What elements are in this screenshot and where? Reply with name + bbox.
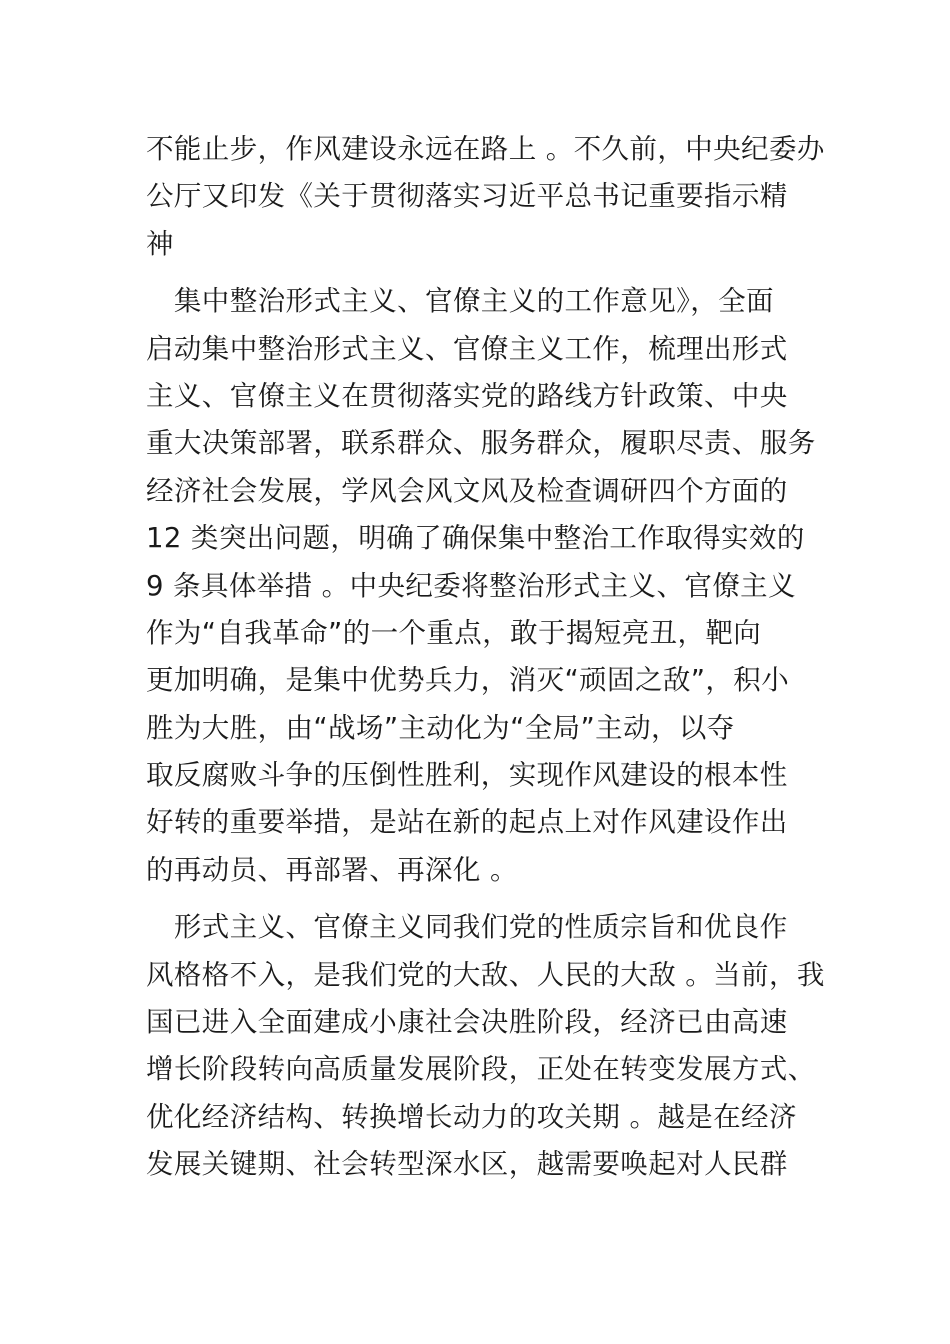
paragraph-3 xyxy=(146,904,826,1188)
text-line: 神 xyxy=(146,227,174,260)
text-line: 的再动员、再部署、再深化 。 xyxy=(146,853,518,886)
text-line: 作为“自我革命”的一个重点，敢于揭短亮丑，靶向 xyxy=(146,616,762,649)
text-line: 重大决策部署，联系群众、服务群众，履职尽责、服务 xyxy=(146,427,816,460)
text-line: 集中整治形式主义、官僚主义的工作意见》，全面 xyxy=(146,285,774,318)
text-line: 不能止步，作风建设永远在路上 。不久前，中央纪委办 xyxy=(146,133,825,165)
paragraph-1 xyxy=(146,126,826,268)
text-line: 公厅又印发《关于贯彻落实习近平总书记重要指示精 xyxy=(146,180,788,213)
text-line: 发展关键期、社会转型深水区，越需要唤起对人民群 xyxy=(146,1148,788,1181)
text-line: 胜为大胜，由“战场”主动化为“全局”主动，以夺 xyxy=(146,711,735,744)
text-line: 国已进入全面建成小康社会决胜阶段，经济已由高速 xyxy=(146,1006,788,1039)
document-body xyxy=(146,126,826,1189)
paragraph-gap xyxy=(146,268,826,278)
text-line: 主义、官僚主义在贯彻落实党的路线方针政策、中央 xyxy=(146,379,788,412)
text-line: 优化经济结构、转换增长动力的攻关期 。越是在经济 xyxy=(146,1100,797,1133)
text-line: 经济社会发展，学风会风文风及检查调研四个方面的 xyxy=(146,474,788,507)
text-line: 形式主义、官僚主义同我们党的性质宗旨和优良作 xyxy=(146,911,788,944)
paragraph-gap xyxy=(146,894,826,904)
text-line: 好转的重要举措，是站在新的起点上对作风建设作出 xyxy=(146,806,788,839)
text-line: 取反腐败斗争的压倒性胜利，实现作风建设的根本性 xyxy=(146,759,788,792)
text-line: 更加明确，是集中优势兵力，消灭“顽固之敌”，积小 xyxy=(146,664,790,697)
text-line: 风格格不入，是我们党的大敌、人民的大敌 。当前，我 xyxy=(146,958,825,991)
text-line: 增长阶段转向高质量发展阶段，正处在转变发展方式、 xyxy=(146,1053,816,1086)
text-line: 9 条具体举措 。中央纪委将整治形式主义、官僚主义 xyxy=(146,569,796,602)
text-line: 12 类突出问题，明确了确保集中整治工作取得实效的 xyxy=(146,522,805,555)
paragraph-2 xyxy=(146,278,826,894)
text-line: 启动集中整治形式主义、官僚主义工作，梳理出形式 xyxy=(146,332,788,365)
